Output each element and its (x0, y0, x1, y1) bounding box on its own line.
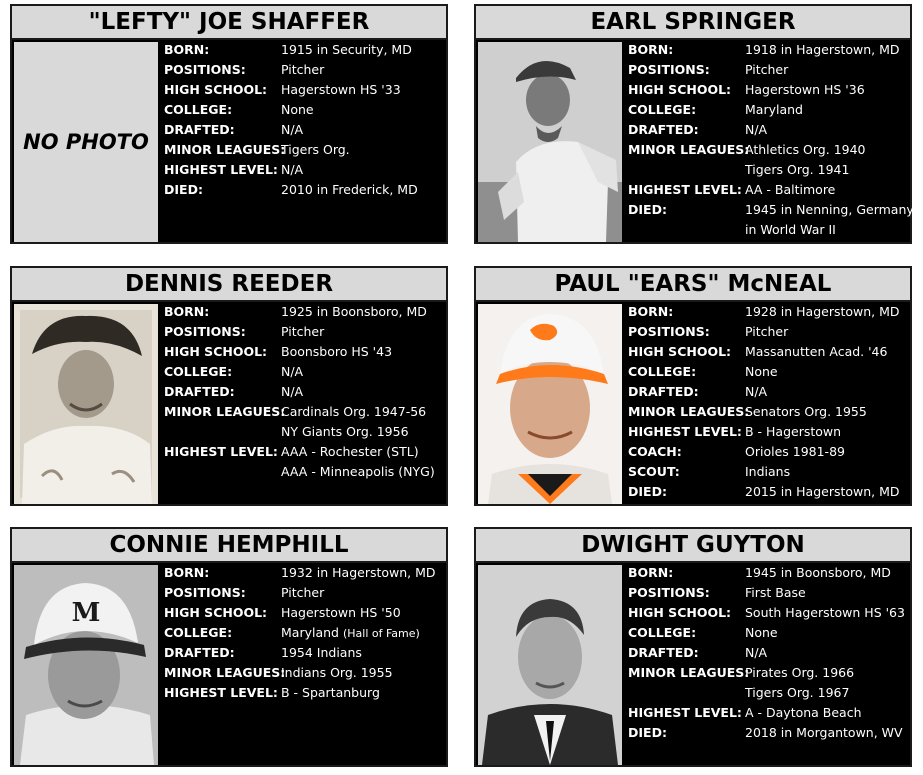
info-value: Pitcher (281, 585, 325, 600)
info-row (628, 40, 910, 60)
info-value: N/A (281, 364, 304, 379)
info-value: N/A (281, 162, 304, 177)
info-row (628, 220, 910, 240)
info-row (628, 563, 910, 583)
info-row (164, 563, 446, 583)
info-label: HIGHEST LEVEL: (628, 705, 742, 720)
info-value: 1918 in Hagerstown, MD (745, 42, 900, 57)
info-row (164, 623, 446, 643)
info-row (628, 160, 910, 180)
info-label: BORN: (628, 304, 674, 319)
info-value: Pitcher (745, 62, 789, 77)
player-card-reeder (10, 266, 448, 506)
info-label: BORN: (164, 304, 210, 319)
player-card-shaffer (10, 4, 448, 244)
info-row (164, 382, 446, 402)
info-value (281, 623, 420, 644)
info-value: AAA - Minneapolis (NYG) (281, 464, 435, 479)
info-value: 1925 in Boonsboro, MD (281, 304, 427, 319)
info-row (164, 663, 446, 683)
info-label: COLLEGE: (164, 364, 233, 379)
info-row (628, 482, 910, 502)
player-info (164, 40, 446, 200)
player-info (164, 302, 446, 482)
info-row (628, 302, 910, 322)
info-row (164, 583, 446, 603)
info-value: Indians Org. 1955 (281, 665, 393, 680)
player-photo (478, 42, 622, 242)
info-value: AA - Baltimore (745, 182, 836, 197)
info-label: HIGH SCHOOL: (628, 605, 732, 620)
info-label: DIED: (164, 182, 203, 197)
info-value: South Hagerstown HS '63 (745, 605, 905, 620)
info-value: Hagerstown HS '36 (745, 82, 865, 97)
info-label: HIGHEST LEVEL: (164, 162, 278, 177)
info-label: DIED: (628, 725, 667, 740)
info-value: Pitcher (281, 324, 325, 339)
info-value: 1954 Indians (281, 645, 362, 660)
info-label: POSITIONS: (628, 585, 710, 600)
info-row (628, 663, 910, 683)
info-label: BORN: (164, 42, 210, 57)
info-label: MINOR LEAGUES: (164, 404, 286, 419)
info-row (164, 100, 446, 120)
player-name: PAUL "EARS" McNEAL (476, 268, 910, 302)
info-label: MINOR LEAGUES: (628, 665, 750, 680)
info-label: COLLEGE: (164, 625, 233, 640)
info-value: 2010 in Frederick, MD (281, 182, 418, 197)
info-row (164, 422, 446, 442)
info-label: HIGHEST LEVEL: (164, 685, 278, 700)
info-label: DIED: (628, 484, 667, 499)
info-label: POSITIONS: (628, 324, 710, 339)
player-card-guyton (474, 527, 912, 767)
svg-text:M: M (71, 598, 101, 628)
info-row (628, 462, 910, 482)
info-row (628, 60, 910, 80)
info-row (628, 683, 910, 703)
info-label: DRAFTED: (164, 384, 235, 399)
info-row (164, 362, 446, 382)
info-value: 1915 in Security, MD (281, 42, 412, 57)
info-value: 1932 in Hagerstown, MD (281, 565, 436, 580)
info-value: First Base (745, 585, 806, 600)
info-row (628, 80, 910, 100)
info-value: None (745, 364, 778, 379)
info-label: HIGHEST LEVEL: (164, 444, 278, 459)
info-row (628, 362, 910, 382)
info-label: POSITIONS: (164, 62, 246, 77)
info-label: HIGH SCHOOL: (628, 82, 732, 97)
info-value: B - Hagerstown (745, 424, 842, 439)
info-label: HIGH SCHOOL: (164, 605, 268, 620)
info-label: COACH: (628, 444, 682, 459)
info-value: 2015 in Hagerstown, MD (745, 484, 900, 499)
info-row (628, 402, 910, 422)
info-row (164, 643, 446, 663)
player-photo (478, 565, 622, 765)
player-name: CONNIE HEMPHILL (12, 529, 446, 563)
info-value: N/A (281, 384, 304, 399)
info-row (628, 100, 910, 120)
info-row (164, 120, 446, 140)
info-label: POSITIONS: (628, 62, 710, 77)
info-row (628, 703, 910, 723)
info-label: DRAFTED: (164, 122, 235, 137)
info-row (628, 623, 910, 643)
info-row (628, 422, 910, 442)
info-label: DRAFTED: (164, 645, 235, 660)
info-label: MINOR LEAGUES: (628, 404, 750, 419)
info-value: Pitcher (745, 324, 789, 339)
info-value: None (281, 102, 314, 117)
info-value: N/A (745, 122, 768, 137)
info-row (164, 140, 446, 160)
info-value: Orioles 1981-89 (745, 444, 845, 459)
info-value: Hagerstown HS '33 (281, 82, 401, 97)
info-label: MINOR LEAGUES: (164, 665, 286, 680)
info-row (628, 643, 910, 663)
player-name: DENNIS REEDER (12, 268, 446, 302)
info-label: DRAFTED: (628, 645, 699, 660)
player-name: "LEFTY" JOE SHAFFER (12, 6, 446, 40)
player-card-hemphill (10, 527, 448, 767)
info-label: MINOR LEAGUES: (628, 142, 750, 157)
info-value: Indians (745, 464, 791, 479)
info-value: Boonsboro HS '43 (281, 344, 393, 359)
info-value: B - Spartanburg (281, 685, 380, 700)
info-value: NY Giants Org. 1956 (281, 424, 409, 439)
player-info (628, 302, 910, 502)
info-value: Athletics Org. 1940 (745, 142, 866, 157)
info-row (628, 322, 910, 342)
info-label: COLLEGE: (164, 102, 233, 117)
info-value: Massanutten Acad. '46 (745, 344, 888, 359)
info-row (164, 302, 446, 322)
info-value: Tigers Org. (281, 142, 350, 157)
info-label: POSITIONS: (164, 324, 246, 339)
info-value: Pitcher (281, 62, 325, 77)
info-row (628, 603, 910, 623)
info-value: None (745, 625, 778, 640)
info-label: COLLEGE: (628, 625, 697, 640)
player-card-mcneal (474, 266, 912, 506)
info-row (628, 180, 910, 200)
info-row (628, 342, 910, 362)
info-value: N/A (745, 384, 768, 399)
info-value: N/A (745, 645, 768, 660)
info-value: Pirates Org. 1966 (745, 665, 855, 680)
info-label: DRAFTED: (628, 122, 699, 137)
player-photo (14, 565, 158, 765)
info-row (628, 120, 910, 140)
hall-of-fame-note: (Hall of Fame) (342, 627, 420, 640)
info-label: MINOR LEAGUES: (164, 142, 286, 157)
player-card-springer (474, 4, 912, 244)
player-name: EARL SPRINGER (476, 6, 910, 40)
player-photo (14, 304, 158, 504)
info-value: N/A (281, 122, 304, 137)
player-name: DWIGHT GUYTON (476, 529, 910, 563)
player-photo (478, 304, 622, 504)
info-label: HIGH SCHOOL: (628, 344, 732, 359)
info-value: 1945 in Boonsboro, MD (745, 565, 891, 580)
info-label: BORN: (164, 565, 210, 580)
info-row (164, 180, 446, 200)
info-value: Maryland (745, 102, 803, 117)
info-label: HIGH SCHOOL: (164, 344, 268, 359)
info-row (628, 140, 910, 160)
info-row (164, 322, 446, 342)
info-label: SCOUT: (628, 464, 680, 479)
info-value: 1945 in Nenning, Germany (745, 202, 914, 217)
info-row (164, 40, 446, 60)
info-row (628, 200, 914, 220)
player-info (628, 40, 914, 240)
info-row (628, 723, 910, 743)
info-row (164, 60, 446, 80)
info-label: HIGHEST LEVEL: (628, 182, 742, 197)
info-value: Senators Org. 1955 (745, 404, 867, 419)
info-value: 1928 in Hagerstown, MD (745, 304, 900, 319)
info-row (628, 583, 910, 603)
info-label: COLLEGE: (628, 364, 697, 379)
info-row (164, 462, 446, 482)
player-info (164, 563, 446, 703)
info-value: Tigers Org. 1941 (745, 162, 850, 177)
info-row (164, 603, 446, 623)
info-label: DIED: (628, 202, 667, 217)
info-label: POSITIONS: (164, 585, 246, 600)
info-row (628, 442, 910, 462)
info-value: 2018 in Morgantown, WV (745, 725, 903, 740)
info-row (164, 402, 446, 422)
no-photo-placeholder: NO PHOTO (14, 42, 158, 242)
college-name: Maryland (281, 625, 339, 640)
info-row (164, 442, 446, 462)
info-label: BORN: (628, 42, 674, 57)
info-label: HIGHEST LEVEL: (628, 424, 742, 439)
info-value: Tigers Org. 1967 (745, 685, 850, 700)
info-value: Cardinals Org. 1947-56 (281, 404, 427, 419)
info-label: COLLEGE: (628, 102, 697, 117)
info-row (164, 683, 446, 703)
info-label: HIGH SCHOOL: (164, 82, 268, 97)
info-value: A - Daytona Beach (745, 705, 862, 720)
info-value: AAA - Rochester (STL) (281, 444, 419, 459)
info-row (164, 160, 446, 180)
info-value: Hagerstown HS '50 (281, 605, 401, 620)
info-value: in World War II (745, 222, 836, 237)
info-label: DRAFTED: (628, 384, 699, 399)
info-row (164, 342, 446, 362)
player-info (628, 563, 910, 743)
info-row (164, 80, 446, 100)
info-row (628, 382, 910, 402)
info-label: BORN: (628, 565, 674, 580)
